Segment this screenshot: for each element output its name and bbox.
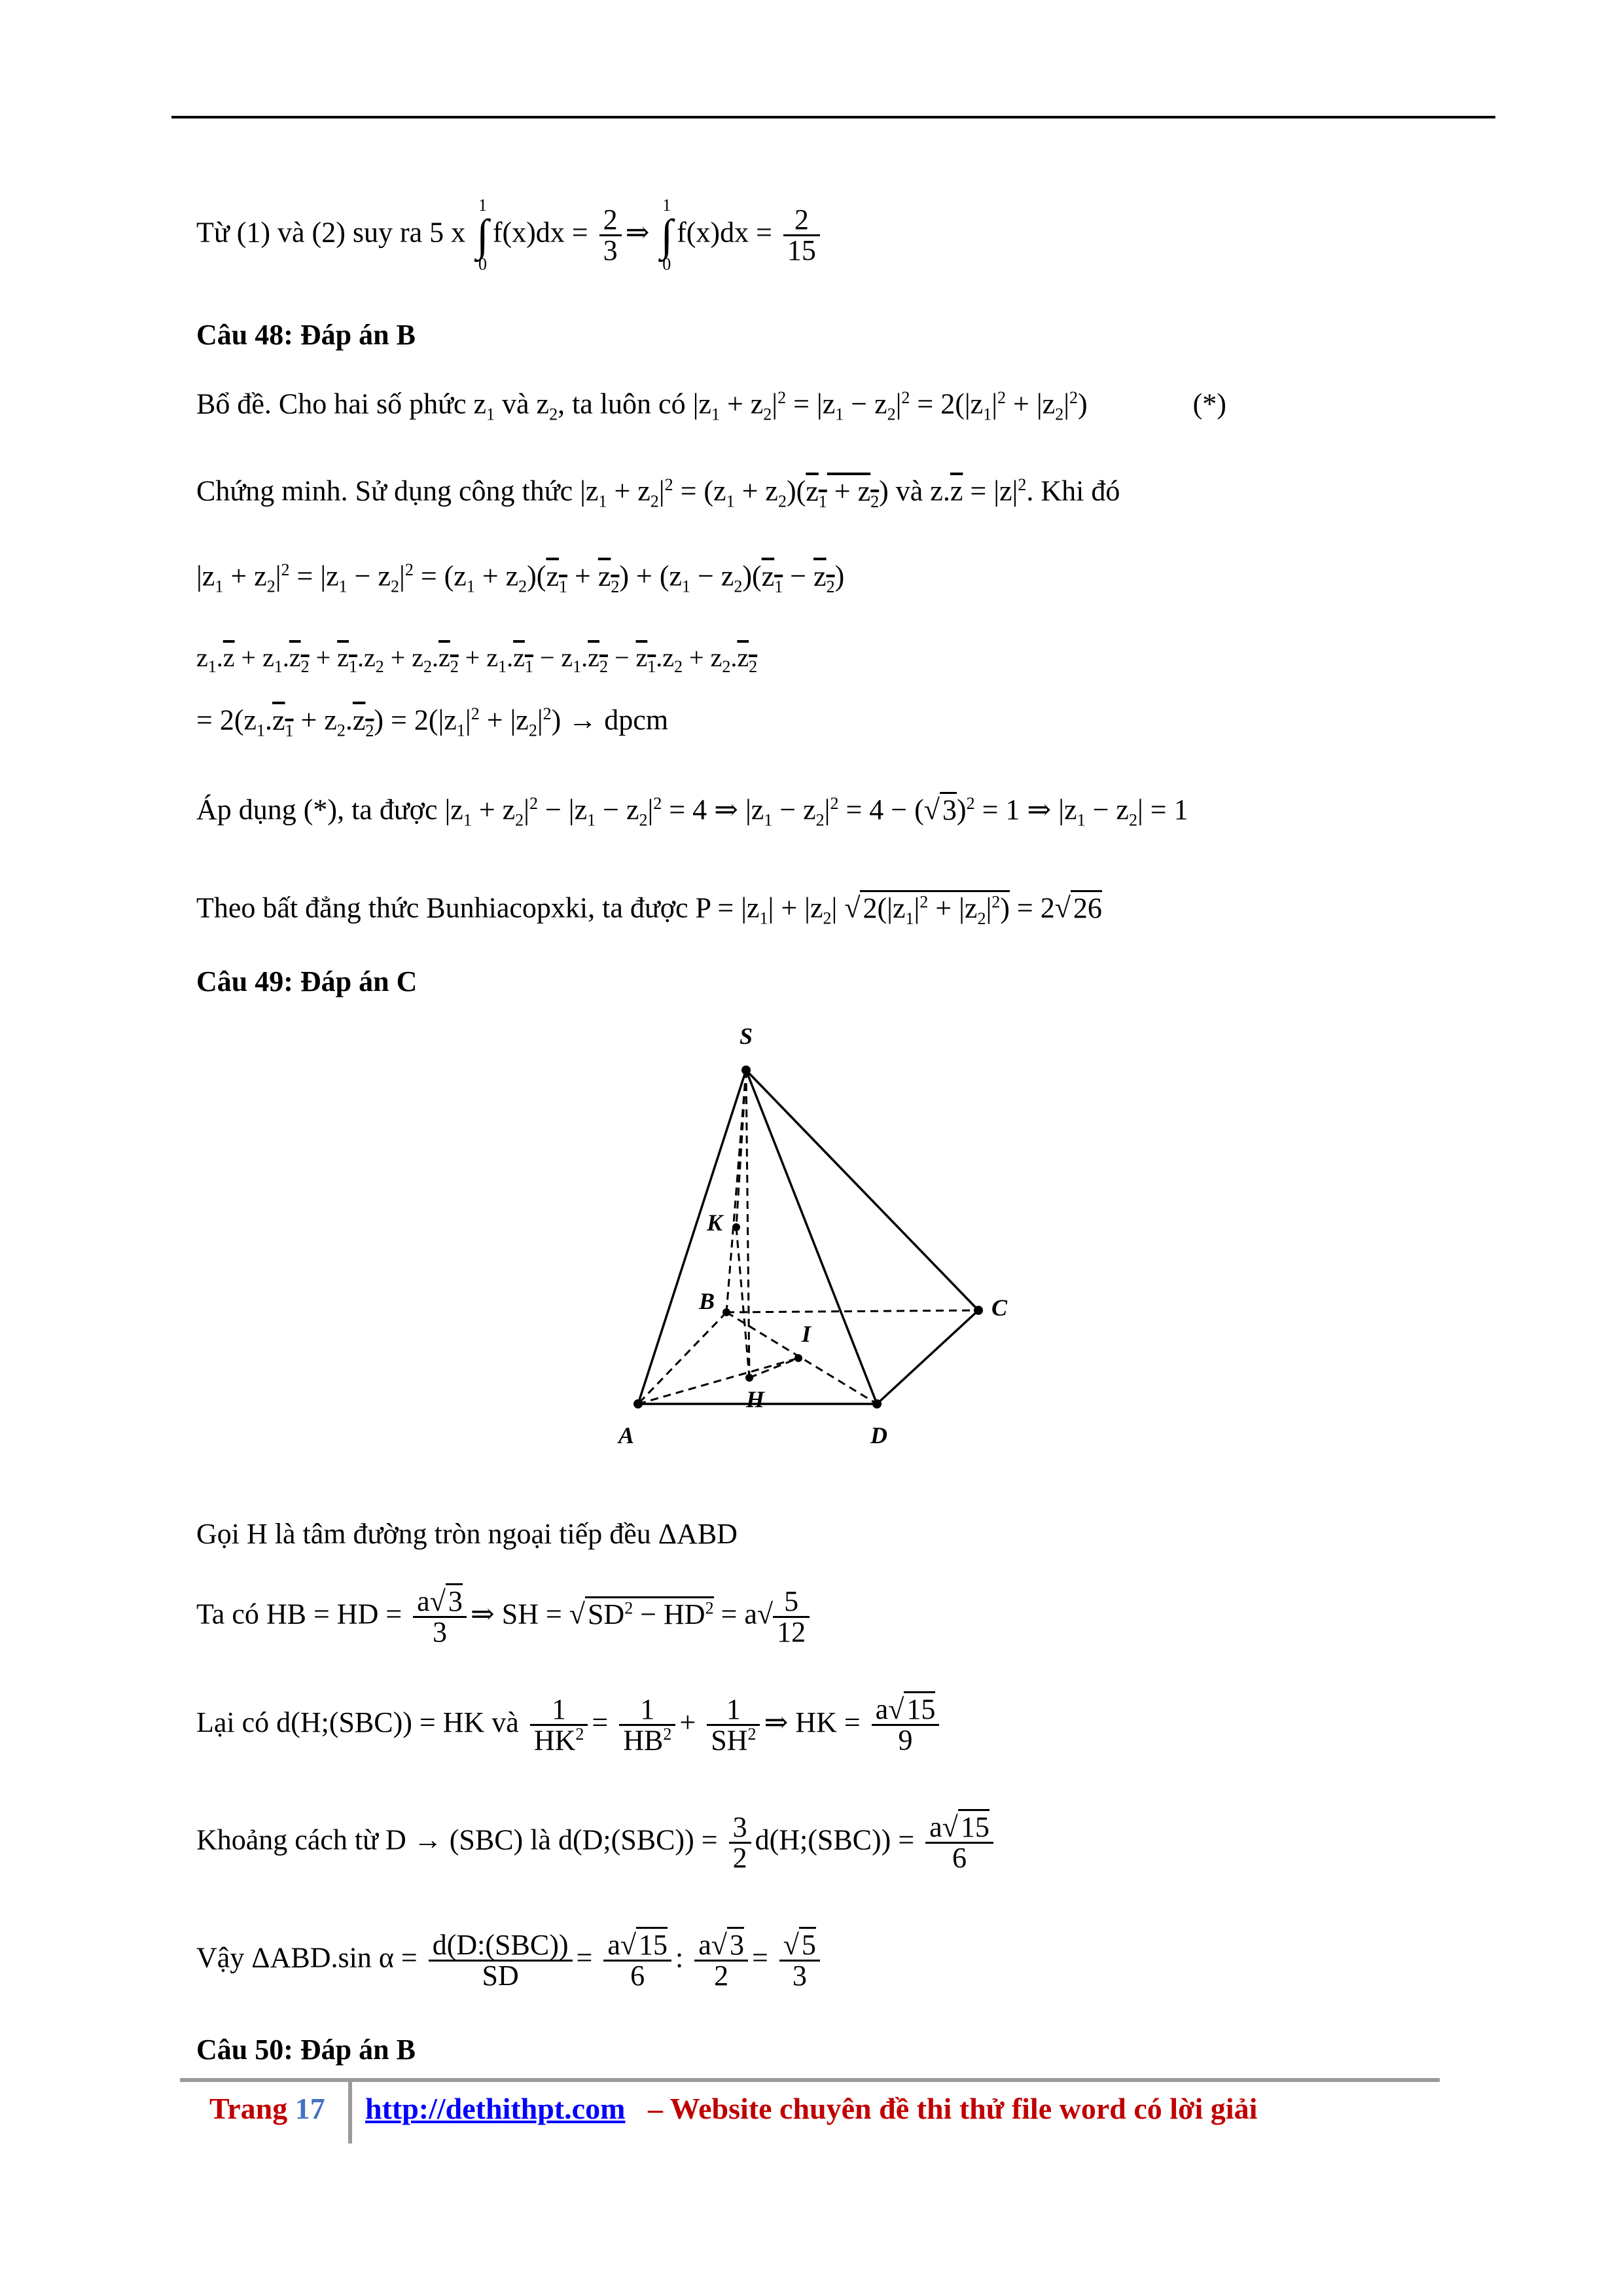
segment-KH	[736, 1227, 749, 1378]
page-label: Trang	[209, 2092, 288, 2125]
pyramid-figure	[589, 1011, 1034, 1469]
page-indicator	[209, 2091, 325, 2126]
point-C	[974, 1306, 983, 1315]
bunhiacopxki-line: Theo bất đẳng thức Bunhiacopxki, ta được $P = |z_1| + |z_2|$ $√2(|z_1|^2 + |z_2|^2) = 2√26$	[196, 893, 1102, 927]
proof-line-1: $|z_1 + z_2|^2 = |z_1 - z_2|^2 = (z_1 + z_2)(z_1 + z_2) + (z_1 - z_2)(z_1 - z_2)$	[196, 560, 845, 596]
heading-cau-50: Câu 50: Đáp án B	[196, 2034, 416, 2066]
edge-SA	[638, 1070, 746, 1404]
footer-divider	[348, 2081, 352, 2144]
equation-integral: Từ (1) và (2) suy ra 5 x 1 ∫ 0 f(x)dx = $\frac{2}{3}$ ⇒ 1 ∫ 0 f(x)dx = $\frac{2}{15}$	[196, 196, 824, 274]
proof-line-3: = $2(z_1.z_1 + z_2.z_2) = 2(|z_1|^2 + |z_2|^2)$ → dpcm	[196, 704, 669, 740]
point-K	[732, 1223, 740, 1231]
label-B: B	[699, 1288, 715, 1314]
apply-lemma: Áp dụng (*), ta được $|z_1 + z_2|^2 - |z_1 - z_2|^2 = 4$ ⇒ $|z_1 - z_2|^2 = 4 - (√3)^2 = 1$ ⇒ $|z_1 - z_2| = 1$	[196, 795, 1188, 829]
segment-HI	[749, 1358, 798, 1378]
segment-AI	[638, 1358, 798, 1404]
point-S	[741, 1066, 751, 1075]
footer-tagline: – Website chuyên đề thi thử file word có lời giải	[648, 2092, 1258, 2125]
label-A: A	[618, 1422, 635, 1448]
segment-SH	[746, 1070, 749, 1378]
header-rule	[171, 116, 1495, 118]
point-D	[872, 1399, 882, 1408]
proof-intro: Chứng minh. Sử dụng công thức $|z_1 + z_2|^2 = (z_1 + z_2)(z_1 + z_2)$ và $z.\overline{z} = |z|^2$. Khi đó	[196, 475, 1120, 511]
label-C: C	[991, 1295, 1008, 1321]
point-H	[745, 1374, 753, 1382]
edge-BA	[638, 1312, 726, 1404]
heading-cau-49: Câu 49: Đáp án C	[196, 965, 418, 997]
edge-DC	[877, 1310, 978, 1404]
footer-rule	[180, 2078, 1440, 2082]
proof-line-2: $z_1.\overline{z} + z_1.z_2 + z_1.z_2 + z_2.z_2 + z_1.z_1 - z_1.z_2 - z_1.z_2 + z_2.z_2$	[196, 643, 758, 676]
edge-BC	[726, 1310, 978, 1312]
label-D: D	[870, 1422, 887, 1448]
heading-cau-48: Câu 48: Đáp án B	[196, 319, 416, 351]
hb-hd-line: Ta có HB = HD = $\frac{a√3}{3}$ ⇒ SH = $√SD^2 - HD^2 = a√$ $\frac{5}{12}$	[196, 1587, 810, 1647]
edge-SC	[746, 1070, 978, 1310]
conclusion-line: Vậy ΔABD.sin α = $\frac{\text{d(D:(SBC))}}{SD}$ = $\frac{a√15}{6}$ : $\frac{a√3}{2}$ = $\frac{√5}{3}$	[196, 1931, 824, 1990]
label-H: H	[746, 1386, 765, 1412]
circumcenter-line: Gọi H là tâm đường tròn ngoại tiếp đều ΔABD	[196, 1518, 738, 1550]
hk-line: Lại có d(H;(SBC)) = HK và $\frac{1}{HK^2}$ = $\frac{1}{HB^2}$ + $\frac{1}{SH^2}$ ⇒ HK = $\frac{a√15}{9}$	[196, 1695, 943, 1755]
distance-d-line: Khoảng cách từ D → (SBC) là d(D;(SBC)) = $\frac{3}{2}$ d(H;(SBC)) = $\frac{a√15}{6}$	[196, 1813, 997, 1873]
point-A	[633, 1399, 643, 1408]
lemma-statement: Bổ đề. Cho hai số phức $z_1$ và $z_2$, ta luôn có $|z_1 + z_2|^2 = |z_1 - z_2|^2 = 2(|z_1|^2 + |z_2|^2)$ (*)	[196, 387, 1226, 424]
page-number: 17	[294, 2092, 325, 2125]
point-I	[794, 1354, 802, 1362]
point-B	[722, 1308, 730, 1316]
edge-SB	[726, 1070, 746, 1312]
edge-SD	[746, 1070, 877, 1404]
label-S: S	[740, 1023, 753, 1049]
label-K: K	[707, 1210, 723, 1236]
label-I: I	[802, 1321, 812, 1347]
website-link[interactable]: http://dethithpt.com	[365, 2092, 626, 2125]
